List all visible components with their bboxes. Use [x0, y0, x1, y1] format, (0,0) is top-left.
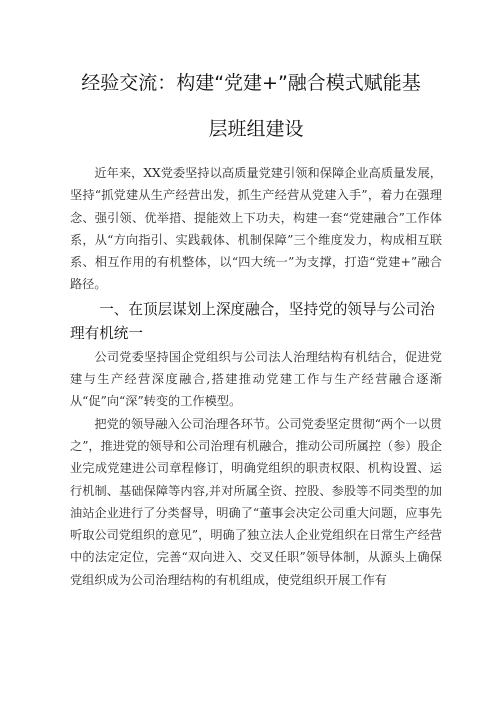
document-title-line-1: 经验交流：构建“党建+”融合模式赋能基	[81, 72, 421, 94]
document-title-line-2: 层班组建设	[208, 118, 304, 140]
section-1-paragraph-1: 公司党委坚持国企党组织与公司法人治理结构有机结合，促进党建与生产经营深度融合,搭建推动党建工作与生产经营融合逐渐从“促”向“深”转变的工作模型。	[70, 349, 442, 409]
intro-paragraph: 近年来，XX党委坚持以高质量党建引领和保障企业高质量发展，坚持“抓党建从生产经营出发，抓生产经营从党建入手”，着力在强理念、强引领、优举措、提能效上下功夫，构建一套“党建融合”工作体系，从“方向指引、实践载体、机制保障”三个维度发力，构成相互联系、相互作用的有机整体，以“四大统一”为支撑，打造“党建+”融合路径。	[70, 166, 442, 292]
section-heading-1: 一、在顶层谋划上深度融合，坚持党的领导与公司治理有机统一	[70, 300, 435, 342]
section-1-paragraph-2: 把党的领导融入公司治理各环节。公司党委坚定贯彻“两个一以贯之”，推进党的领导和公司治理有机融合，推动公司所属控（参）股企业完成党建进公司章程修订，明确党组织的职责权限、机构设置、运行机制、基础保障等内容,并对所属全资、控股、参股等不同类型的加油站企业进行了分类督导，明确了“董事会决定公司重大问题，应事先听取公司党组织的意见”，明确了独立法人企业党组织在日常生产经营中的法定定位，完善“双向进入、交叉任职”领导体制，从源头上确保党组织成为公司治理结构的有机组成，使党组织开展工作有	[70, 416, 442, 587]
